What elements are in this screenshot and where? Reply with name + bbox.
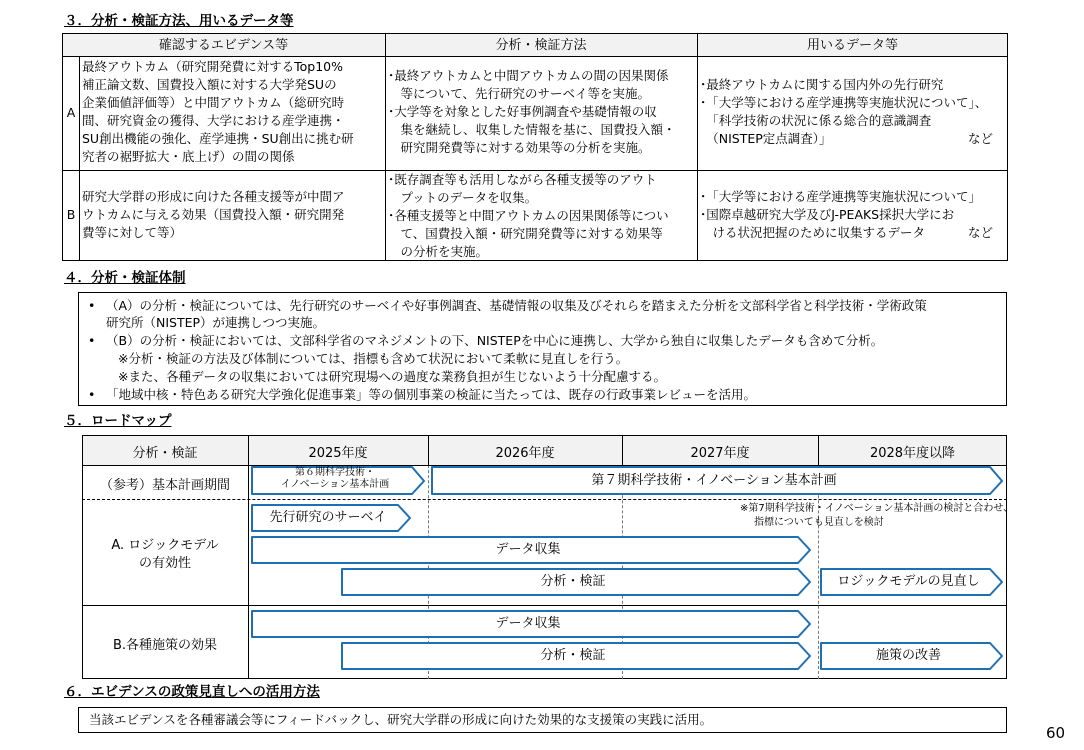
rm-row-ref: （参考）基本計画期間 — [99, 478, 230, 493]
section3-heading: ３．分析・検証方法、用いるデータ等 — [64, 13, 294, 29]
header-evidence: 確認するエビデンス等 — [158, 38, 289, 53]
section4-heading: ４．分析・検証体制 — [64, 270, 186, 286]
arrow-survey-label: 先行研究のサーベイ — [269, 510, 387, 525]
row-b-evidence: 研究大学群の形成に向けた各種支援等が中間ア ウトカムに与える効果（国費投入額・研究開発 費等に対して等） — [82, 189, 345, 240]
rm-header-analysis: 分析・検証 — [132, 446, 198, 461]
header-data: 用いるデータ等 — [806, 38, 898, 53]
arrow-plan6-label: 第６期科学技術・ イノベーション基本計画 — [280, 467, 390, 490]
row-a-label: A — [66, 105, 76, 120]
row-a-data-suffix: など — [968, 131, 994, 146]
row-a-method: ･最終アウトカムと中間アウトカムの間の因果関係 等について、先行研究のサーベイ等を実施。 ･大学等を対象とした好事例調査や基礎情報の収 集を継続し、収集した情報を基に、国費投入額・ 研究開発費等に対する効果等の分析を実施。 — [388, 68, 676, 155]
rm-row-b: B.各種施策の効果 — [112, 638, 218, 653]
row-b-data-suffix: など — [968, 225, 994, 240]
section6-text: 当該エビデンスを各種審議会等にフィードバックし、研究大学群の形成に向けた効果的な支援策の実践に活用。 — [89, 712, 713, 727]
row-b-label: B — [66, 207, 76, 222]
row-b-data: ･「大学等における産学連携等実施状況について」 ･国際卓越研究大学及びJ-PEAKS採択大学にお ける状況把握のために収集するデータ — [700, 189, 982, 240]
section6-heading: ６．エビデンスの政策見直しへの活用方法 — [64, 684, 320, 700]
row-a-evidence: 最終アウトカム（研究開発費に対するTop10% 補正論文数、国費投入額に対する大学発SUの 企業価値評価等）と中間アウトカム（総研究時 間、研究資金の獲得、大学における産学連携・ SU創出機能の強化、産学連携・SU創出に挑む研 究者の裾野拡大・底上げ）の間の関係 — [82, 59, 354, 164]
page-number: 60 — [1046, 724, 1066, 742]
rm-row-a: A. ロジックモデル の有効性 — [111, 538, 219, 571]
arrow-a-collect-label: データ収集 — [495, 542, 561, 557]
arrow-a-review-label: ロジックモデルの見直し — [837, 574, 980, 589]
arrow-b-improve-label: 施策の改善 — [875, 648, 941, 663]
section5-heading: ５．ロードマップ — [64, 413, 172, 429]
rm-header-2027: 2027年度 — [690, 446, 750, 461]
header-method: 分析・検証方法 — [495, 38, 587, 53]
row-b-method: ･既存調査等も活用しながら各種支援等のアウト プットのデータを収集。 ･各種支援等と中間アウトカムの因果関係等につい て、国費投入額・研究開発費等に対する効果等 の分析を実施。 — [388, 172, 669, 259]
rm-header-2026: 2026年度 — [495, 446, 555, 461]
rm-note: ※第7期科学技術・イノベーション基本計画の検討と合わせ、 指標についても見直しを検討 — [740, 503, 1014, 528]
row-a-data: ･最終アウトカムに関する国内外の先行研究 ･「大学等における産学連携等実施状況について」、 「科学技術の状況に係る総合的意識調査 （NISTEP定点調査）」 — [700, 77, 988, 146]
arrow-b-analysis-label: 分析・検証 — [540, 648, 606, 663]
arrow-a-analysis-label: 分析・検証 — [540, 574, 606, 589]
arrow-plan7-label: 第７期科学技術・イノベーション基本計画 — [591, 473, 837, 488]
rm-header-2025: 2025年度 — [308, 446, 368, 461]
rm-header-2028: 2028年度以降 — [869, 446, 956, 461]
arrow-b-collect-label: データ収集 — [495, 616, 561, 631]
